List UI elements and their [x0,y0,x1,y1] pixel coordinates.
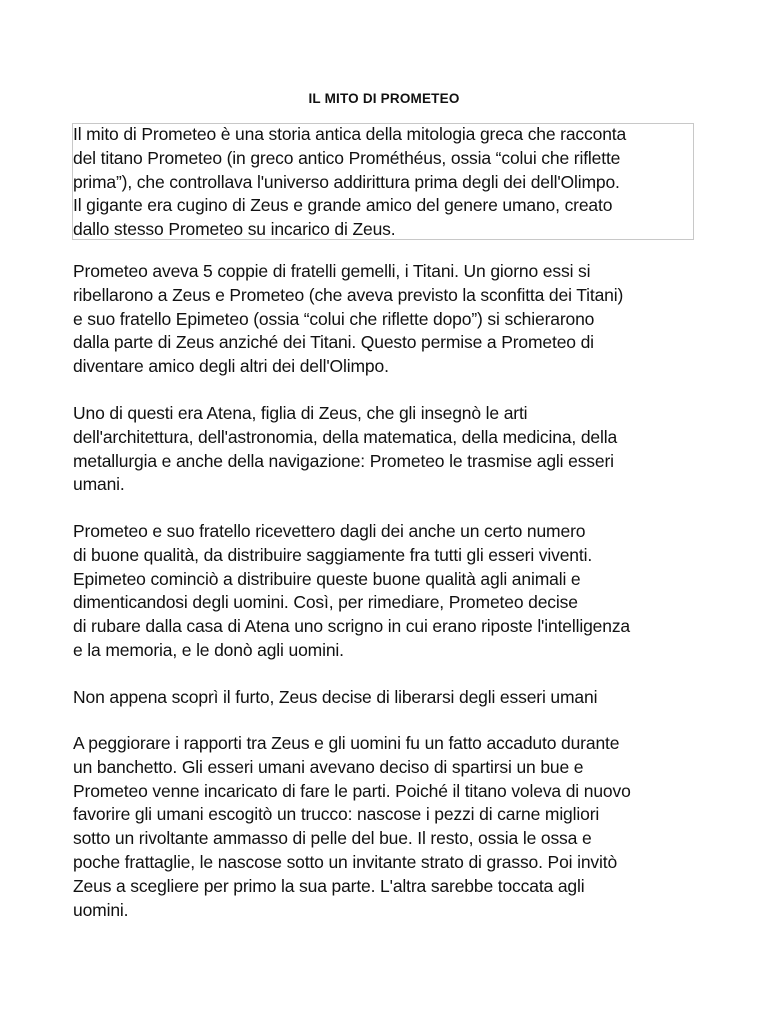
text-line: Il mito di Prometeo è una storia antica della mitologia greca che racconta [73,124,627,144]
text-line: diventare amico degli altri dei dell'Olimpo. [73,356,389,377]
paragraph-atena [73,402,698,497]
text-line: Prometeo e suo fratello ricevettero dagli dei anche un certo numero [73,521,586,541]
paragraph-titani [73,260,698,379]
text-line: prima”), che controllava l'universo addirittura prima degli dei dell'Olimpo. [73,171,620,192]
text-line: dallo stesso Prometeo su incarico di Zeus. [73,219,396,240]
text-line: Uno di questi era Atena, figlia di Zeus, che gli insegnò le arti [73,403,528,423]
text-line: di buone qualità, da distribuire saggiamente fra tutti gli esseri viventi. [73,544,593,565]
paragraph-furto [73,686,698,710]
text-line: Il gigante era cugino di Zeus e grande amico del genere umano, creato [73,195,613,216]
text-line: uomini. [73,899,129,920]
text-line: Non appena scoprì il furto, Zeus decise di liberarsi degli esseri umani [73,687,598,707]
text-line: metallurgia e anche della navigazione: Prometeo le trasmise agli esseri [73,450,614,471]
paragraph-qualita [73,520,698,663]
text-line: Zeus a scegliere per primo la sua parte. L'altra sarebbe toccata agli [73,875,585,896]
text-line: e suo fratello Epimeteo (ossia “colui che riflette dopo”) si schierarono [73,308,595,329]
text-line: Prometeo venne incaricato di fare le parti. Poiché il titano voleva di nuovo [73,780,631,801]
document-title: IL MITO DI PROMETEO [308,91,460,106]
paragraph-banchetto [73,732,698,922]
text-line: ribellarono a Zeus e Prometeo (che aveva previsto la sconfitta dei Titani) [73,284,624,305]
text-line: dalla parte di Zeus anziché dei Titani. Questo permise a Prometeo di [73,332,594,353]
text-line: poche frattaglie, le nascose sotto un invitante strato di grasso. Poi invitò [73,851,618,872]
text-line: dimenticandosi degli uomini. Così, per rimediare, Prometeo decise [73,592,578,613]
text-line: e la memoria, e le donò agli uomini. [73,639,344,660]
text-line: Epimeteo cominciò a distribuire queste buone qualità agli animali e [73,568,581,589]
text-line: un banchetto. Gli esseri umani avevano deciso di spartirsi un bue e [73,756,584,777]
text-line: di rubare dalla casa di Atena uno scrigno in cui erano riposte l'intelligenza [73,616,631,637]
text-line: A peggiorare i rapporti tra Zeus e gli uomini fu un fatto accaduto durante [73,733,620,753]
text-line: del titano Prometeo (in greco antico Prométhéus, ossia “colui che riflette [73,147,621,168]
text-line: sotto un rivoltante ammasso di pelle del bue. Il resto, ossia le ossa e [73,828,592,849]
text-line: umani. [73,474,125,495]
intro-paragraph [73,123,701,242]
text-line: dell'architettura, dell'astronomia, della matematica, della medicina, della [73,426,618,447]
text-line: favorire gli umani escogitò un trucco: nascose i pezzi di carne migliori [73,804,600,825]
text-line: Prometeo aveva 5 coppie di fratelli gemelli, i Titani. Un giorno essi si [73,261,591,281]
